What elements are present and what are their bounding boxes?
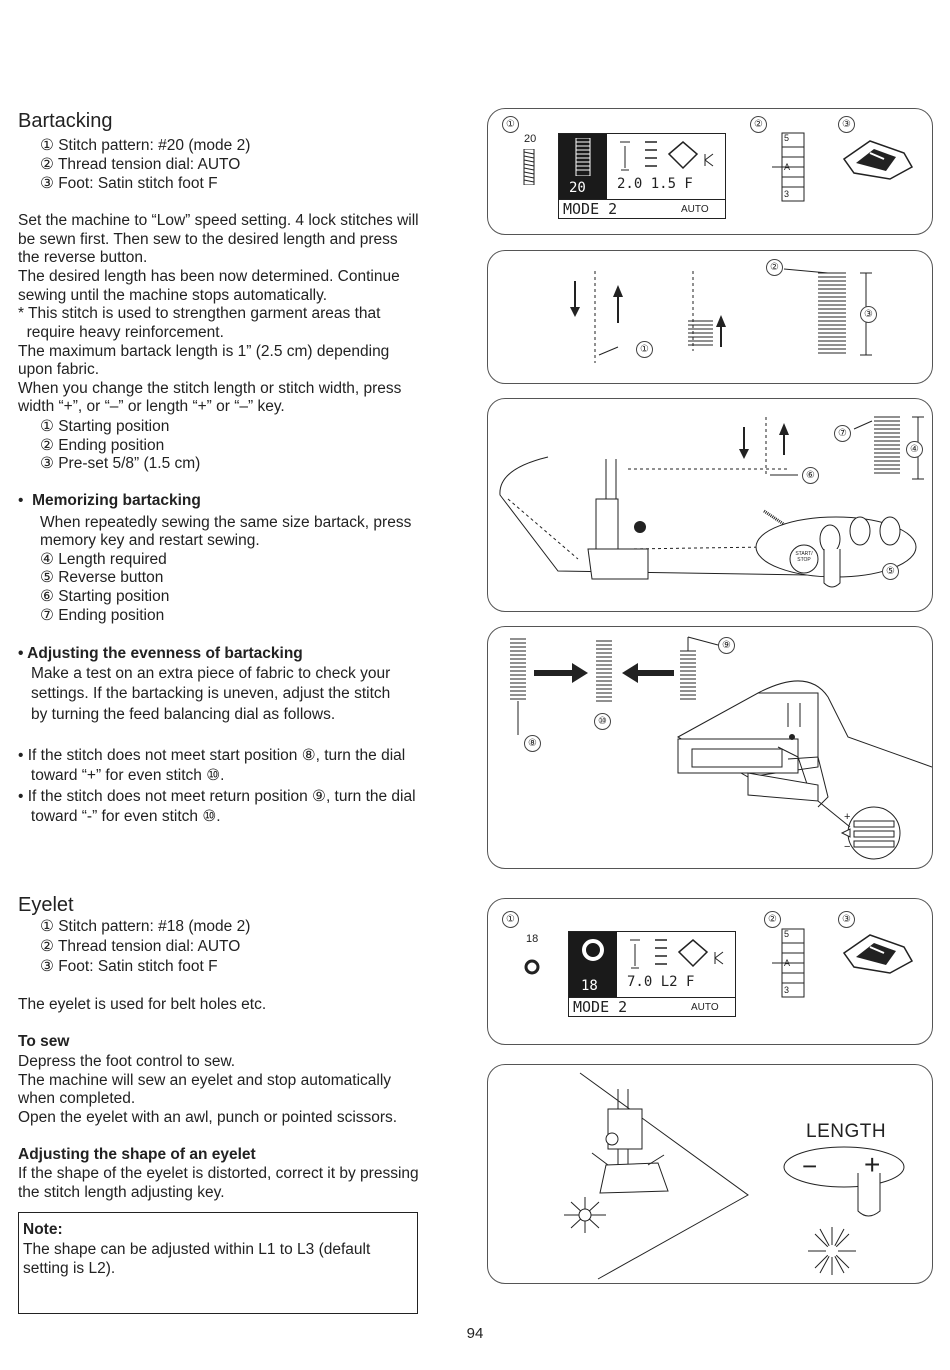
lcd-display bbox=[568, 931, 736, 1017]
feed-balancing-illustration bbox=[488, 627, 932, 868]
shape-line: the stitch length adjusting key. bbox=[18, 1184, 225, 1201]
bartacking-body-line: The desired length has been now determined. Continue bbox=[18, 268, 400, 285]
bartacking-spec-3 bbox=[40, 175, 218, 194]
spec-number: ③ bbox=[40, 958, 54, 975]
callout-1: ① bbox=[502, 116, 519, 133]
dial-mark-bot: 3 bbox=[784, 985, 790, 995]
callout-8: ⑧ bbox=[524, 735, 541, 752]
spec-text: Stitch pattern: #20 (mode 2) bbox=[58, 137, 251, 154]
memorizing-title: Memorizing bartacking bbox=[32, 492, 201, 509]
callout-10: ⑩ bbox=[594, 713, 611, 730]
spec-text: Foot: Satin stitch foot F bbox=[58, 175, 218, 192]
tension-dial-icon bbox=[772, 927, 812, 999]
bartack-positions-panel bbox=[487, 250, 933, 384]
length-label: LENGTH bbox=[806, 1121, 887, 1142]
callout-1: ① bbox=[502, 911, 519, 928]
spec-number: ② bbox=[40, 938, 54, 955]
bartacking-body-line: width “+”, or “–” or length “+” or “–” key. bbox=[18, 398, 285, 415]
to-sew-heading: To sew bbox=[18, 1033, 70, 1050]
dial-mark-top: 5 bbox=[784, 929, 790, 939]
spec-text: Thread tension dial: AUTO bbox=[57, 938, 241, 955]
eyelet-sewing-panel bbox=[487, 1064, 933, 1284]
lcd-auto: AUTO bbox=[691, 1002, 719, 1013]
item-number: ⑤ bbox=[40, 569, 54, 586]
feed-balancing-panel bbox=[487, 626, 933, 869]
dial-minus-label: − bbox=[844, 841, 851, 853]
memorizing-item-5 bbox=[40, 569, 163, 588]
callout-3: ③ bbox=[860, 306, 877, 323]
dial-mark-bot: 3 bbox=[784, 189, 790, 199]
eyelet-pattern-icon bbox=[581, 938, 605, 962]
memorizing-item-6 bbox=[40, 588, 169, 607]
eyelet-settings-panel bbox=[487, 898, 933, 1045]
bartacking-title: Bartacking bbox=[18, 110, 113, 132]
item-number: ⑥ bbox=[40, 588, 54, 605]
lcd-display bbox=[558, 133, 726, 219]
bartack-pattern-icon bbox=[573, 138, 593, 176]
eyelet-spec-2 bbox=[40, 938, 240, 957]
satin-foot-icon bbox=[840, 137, 916, 183]
bartacking-spec-2 bbox=[40, 156, 240, 175]
dial-mark-mid: A bbox=[784, 958, 791, 968]
adjusting-line: Make a test on an extra piece of fabric to check your bbox=[31, 665, 391, 682]
lcd-pattern-number: 18 bbox=[581, 978, 598, 994]
bartacking-settings-panel bbox=[487, 108, 933, 235]
lcd-mode: MODE 2 bbox=[559, 199, 725, 218]
memorizing-item-4 bbox=[40, 551, 167, 570]
item-number: ⑦ bbox=[40, 607, 54, 624]
to-sew-line: when completed. bbox=[18, 1090, 136, 1107]
item-text: Starting position bbox=[58, 588, 170, 605]
lcd-indicator-icons bbox=[617, 140, 717, 174]
page-number: 94 bbox=[466, 1325, 484, 1342]
memorizing-item-7 bbox=[40, 607, 164, 626]
eyelet-title: Eyelet bbox=[18, 894, 74, 916]
shape-line: If the shape of the eyelet is distorted, correct it by pressing bbox=[18, 1165, 419, 1182]
spec-text: Foot: Satin stitch foot F bbox=[58, 958, 218, 975]
callout-3: ③ bbox=[838, 911, 855, 928]
adjusting-line: by turning the feed balancing dial as follows. bbox=[31, 706, 336, 723]
spec-number: ① bbox=[40, 918, 54, 935]
item-number: ④ bbox=[40, 551, 54, 568]
note-heading: Note: bbox=[23, 1221, 63, 1238]
bartacking-body-line: When you change the stitch length or stitch width, press bbox=[18, 380, 402, 397]
item-text: Length required bbox=[58, 551, 167, 568]
lcd-auto: AUTO bbox=[681, 204, 709, 215]
callout-2: ② bbox=[750, 116, 767, 133]
dial-mark-mid: A bbox=[784, 162, 791, 172]
adjusting-bullet: • If the stitch does not meet return position ⑨, turn the dial bbox=[18, 788, 416, 805]
callout-7: ⑦ bbox=[834, 425, 851, 442]
eyelet-stitch-icon bbox=[524, 959, 540, 975]
dial-mark-top: 5 bbox=[784, 133, 790, 143]
bullet: • bbox=[18, 492, 24, 509]
bartacking-spec-1 bbox=[40, 137, 250, 156]
adjusting-heading: • Adjusting the evenness of bartacking bbox=[18, 645, 303, 662]
note-box bbox=[18, 1212, 418, 1314]
bartacking-body-line: upon fabric. bbox=[18, 361, 99, 378]
callout-2: ② bbox=[766, 259, 783, 276]
to-sew-line: The machine will sew an eyelet and stop automatically bbox=[18, 1072, 392, 1089]
bartacking-body-line: sewing until the machine stops automatically. bbox=[18, 287, 328, 304]
lcd-values: 2.0 1.5 F bbox=[617, 176, 693, 192]
fabric-sewing-illustration bbox=[488, 399, 932, 611]
eyelet-intro: The eyelet is used for belt holes etc. bbox=[18, 996, 267, 1013]
item-number: ③ bbox=[40, 455, 54, 472]
to-sew-line: Open the eyelet with an awl, punch or pointed scissors. bbox=[18, 1109, 398, 1126]
callout-9: ⑨ bbox=[718, 637, 735, 654]
spec-text: Stitch pattern: #18 (mode 2) bbox=[58, 918, 251, 935]
lcd-pattern-block bbox=[559, 134, 607, 200]
eyelet-spec-1 bbox=[40, 918, 250, 937]
bartacking-body-line: Set the machine to “Low” speed setting. 4 lock stitches will bbox=[18, 212, 419, 229]
item-text: Pre-set 5/8” (1.5 cm) bbox=[58, 455, 201, 472]
start-stop-label: START/ STOP bbox=[795, 551, 813, 563]
bartacking-body-line: * This stitch is used to strengthen garment areas that bbox=[18, 305, 381, 322]
pattern-number: 20 bbox=[524, 133, 537, 145]
spec-number: ③ bbox=[40, 175, 54, 192]
bartacking-body-line: the reverse button. bbox=[18, 249, 148, 266]
pattern-number: 18 bbox=[526, 933, 539, 945]
item-text: Starting position bbox=[58, 418, 170, 435]
length-plus-key[interactable]: + bbox=[864, 1149, 881, 1180]
note-line: setting is L2). bbox=[23, 1260, 116, 1277]
satin-foot-icon bbox=[840, 931, 916, 977]
eyelet-spec-3 bbox=[40, 958, 218, 977]
item-text: Reverse button bbox=[58, 569, 164, 586]
lcd-values: 7.0 L2 F bbox=[627, 974, 695, 990]
adjusting-bullet: toward “-” for even stitch ⑩. bbox=[18, 808, 221, 825]
spec-number: ① bbox=[40, 137, 54, 154]
bartack-stitch-icon bbox=[522, 149, 536, 185]
item-number: ① bbox=[40, 418, 54, 435]
lcd-pattern-block bbox=[569, 932, 617, 998]
adjusting-bullet: • If the stitch does not meet start position ⑧, turn the dial bbox=[18, 747, 406, 764]
dial-plus-label: + bbox=[844, 811, 851, 823]
lcd-pattern-number: 20 bbox=[569, 180, 586, 196]
bartacking-body-line: require heavy reinforcement. bbox=[18, 324, 224, 341]
item-text: Ending position bbox=[58, 607, 165, 624]
note-line: The shape can be adjusted within L1 to L3 (default bbox=[23, 1241, 371, 1258]
adjusting-line: settings. If the bartacking is uneven, adjust the stitch bbox=[31, 685, 391, 702]
bartacking-body-line: The maximum bartack length is 1” (2.5 cm) depending bbox=[18, 343, 390, 360]
tension-dial-icon bbox=[772, 131, 812, 203]
position-item-3 bbox=[40, 455, 200, 474]
position-item-1 bbox=[40, 418, 169, 437]
memorizing-heading bbox=[18, 492, 201, 511]
memorizing-line: memory key and restart sewing. bbox=[40, 532, 260, 549]
callout-4: ④ bbox=[906, 441, 923, 458]
bartacking-body-line: be sewn first. Then sew to the desired length and press bbox=[18, 231, 398, 248]
length-minus-key[interactable]: − bbox=[802, 1151, 818, 1181]
lcd-mode: MODE 2 bbox=[569, 997, 735, 1016]
memorizing-panel bbox=[487, 398, 933, 612]
lcd-indicator-icons bbox=[627, 938, 727, 972]
position-item-2 bbox=[40, 437, 164, 456]
shape-heading: Adjusting the shape of an eyelet bbox=[18, 1146, 256, 1163]
callout-6: ⑥ bbox=[802, 467, 819, 484]
item-text: Ending position bbox=[58, 437, 165, 454]
memorizing-line: When repeatedly sewing the same size bartack, press bbox=[40, 514, 412, 531]
callout-3: ③ bbox=[838, 116, 855, 133]
to-sew-line: Depress the foot control to sew. bbox=[18, 1053, 236, 1070]
spec-number: ② bbox=[40, 156, 54, 173]
item-number: ② bbox=[40, 437, 54, 454]
callout-2: ② bbox=[764, 911, 781, 928]
adjusting-bullet: toward “+” for even stitch ⑩. bbox=[18, 767, 225, 784]
callout-1: ① bbox=[636, 341, 653, 358]
callout-5: ⑤ bbox=[882, 563, 899, 580]
spec-text: Thread tension dial: AUTO bbox=[57, 156, 241, 173]
